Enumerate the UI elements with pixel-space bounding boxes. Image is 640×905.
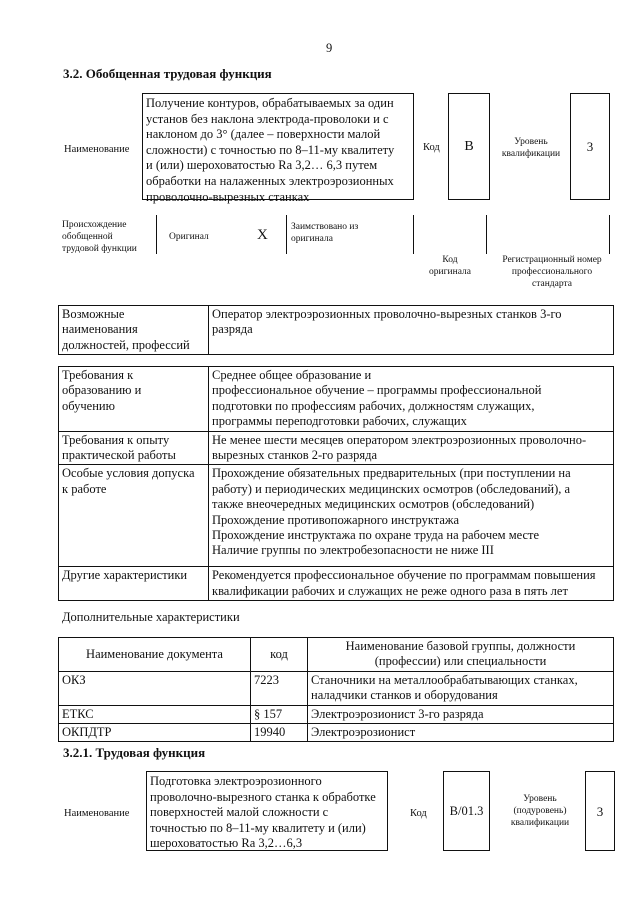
table-row <box>59 724 614 742</box>
level-value: 3 <box>596 804 604 819</box>
origin-table <box>156 215 610 254</box>
positions-label: Возможные наименования должностей, профессий <box>59 306 209 355</box>
level-value: 3 <box>586 139 594 154</box>
origin-label: Происхождение обобщенной трудовой функции <box>62 220 137 254</box>
name-label: Наименование <box>64 144 130 155</box>
original-cell <box>157 215 287 254</box>
req-special-label: Особые условия допуска к работе <box>59 465 209 567</box>
req-special-value: Прохождение обязательных предварительных (при поступлении на работу) и периодических медицинских осмотров (обследований), а также внеочередных медицинских осмотров (обследований) Прохождение противопожарного инструктажа Прохождение инструктажа по охране труда на рабочем месте Наличие группы по электробезопасности не ниже III <box>209 465 614 567</box>
code-label: Код <box>423 142 440 153</box>
req-education-label: Требования к образованию и обучению <box>59 367 209 432</box>
code-value: В <box>464 139 474 154</box>
code-cell: § 157 <box>251 705 308 723</box>
name-label: Наименование <box>64 808 130 819</box>
subsection-heading: 3.2.1. Трудовая функция <box>63 745 206 760</box>
col-name-header: Наименование базовой группы, должности (профессии) или специальности <box>308 638 614 672</box>
page-number: 9 <box>326 41 333 55</box>
code-original-label: Код оригинала <box>429 255 471 277</box>
doc-cell: ОКЗ <box>59 671 251 705</box>
level-label: Уровень (подуровень) квалификации <box>510 794 570 828</box>
original-label: Оригинал <box>169 232 209 242</box>
table-row <box>59 431 614 465</box>
level-box <box>570 93 610 200</box>
table-row <box>59 671 614 705</box>
table-row <box>59 705 614 723</box>
level-label: Уровень квалификации <box>501 137 561 159</box>
positions-table <box>58 305 614 355</box>
code-cell: 19940 <box>251 724 308 742</box>
level-box <box>585 771 615 851</box>
table-row <box>59 638 614 672</box>
reg-number-label: Регистрационный номер профессионального стандарта <box>502 255 602 289</box>
code-value: В/01.3 <box>449 804 484 818</box>
code-label: Код <box>410 808 427 819</box>
function-name-box: Подготовка электроэрозионного проволочно-вырезного станка к обработке поверхностей малой сложности с точностью по 8–11-му квалитету и (или) шероховатостью Ra 3,2…6,3 <box>146 771 388 851</box>
additional-table <box>58 637 614 742</box>
req-experience-value: Не менее шести месяцев оператором электроэрозионных проволочно- вырезных станков 2-го разряда <box>209 431 614 465</box>
table-row <box>59 306 614 355</box>
col-doc-header: Наименование документа <box>59 638 251 672</box>
name-cell: Станочники на металлообрабатывающих станках, наладчики станков и оборудования <box>308 671 614 705</box>
doc-cell: ЕТКС <box>59 705 251 723</box>
table-row <box>59 567 614 601</box>
section-heading: 3.2. Обобщенная трудовая функция <box>63 66 272 81</box>
original-mark: X <box>257 227 268 243</box>
req-experience-label: Требования к опыту практической работы <box>59 431 209 465</box>
col-code-header: код <box>251 638 308 672</box>
table-row <box>59 465 614 567</box>
function-name-box: Получение контуров, обрабатываемых за один установ без наклона электрода-проволоки и с наклоном до 3° (далее – поверхности малой сложности) с точностью по 8–11-му квалитету и (или) шероховатостью Ra 3,2… 6,3 путем обработки на налаженных электроэрозионных проволочно-вырезных станках <box>142 93 414 200</box>
name-cell: Электроэрозионист <box>308 724 614 742</box>
code-box <box>443 771 490 851</box>
req-other-value: Рекомендуется профессиональное обучение по программам повышения квалификации рабочих и служащих не реже одного раза в пять лет <box>209 567 614 601</box>
requirements-table <box>58 366 614 601</box>
doc-cell: ОКПДТР <box>59 724 251 742</box>
req-education-value: Среднее общее образование и профессиональное обучение – программы профессиональной подготовки по профессиям рабочих, должностям служащих, программы переподготовки рабочих, служащих <box>209 367 614 432</box>
code-box <box>448 93 490 200</box>
name-cell: Электроэрозионист 3-го разряда <box>308 705 614 723</box>
table-row <box>59 367 614 432</box>
positions-value: Оператор электроэрозионных проволочно-вырезных станков 3-го разряда <box>209 306 614 355</box>
borrowed-label: Заимствовано из оригинала <box>291 222 359 244</box>
req-other-label: Другие характеристики <box>59 567 209 601</box>
code-cell: 7223 <box>251 671 308 705</box>
additional-heading: Дополнительные характеристики <box>62 610 240 624</box>
code-original-cell <box>413 215 487 254</box>
